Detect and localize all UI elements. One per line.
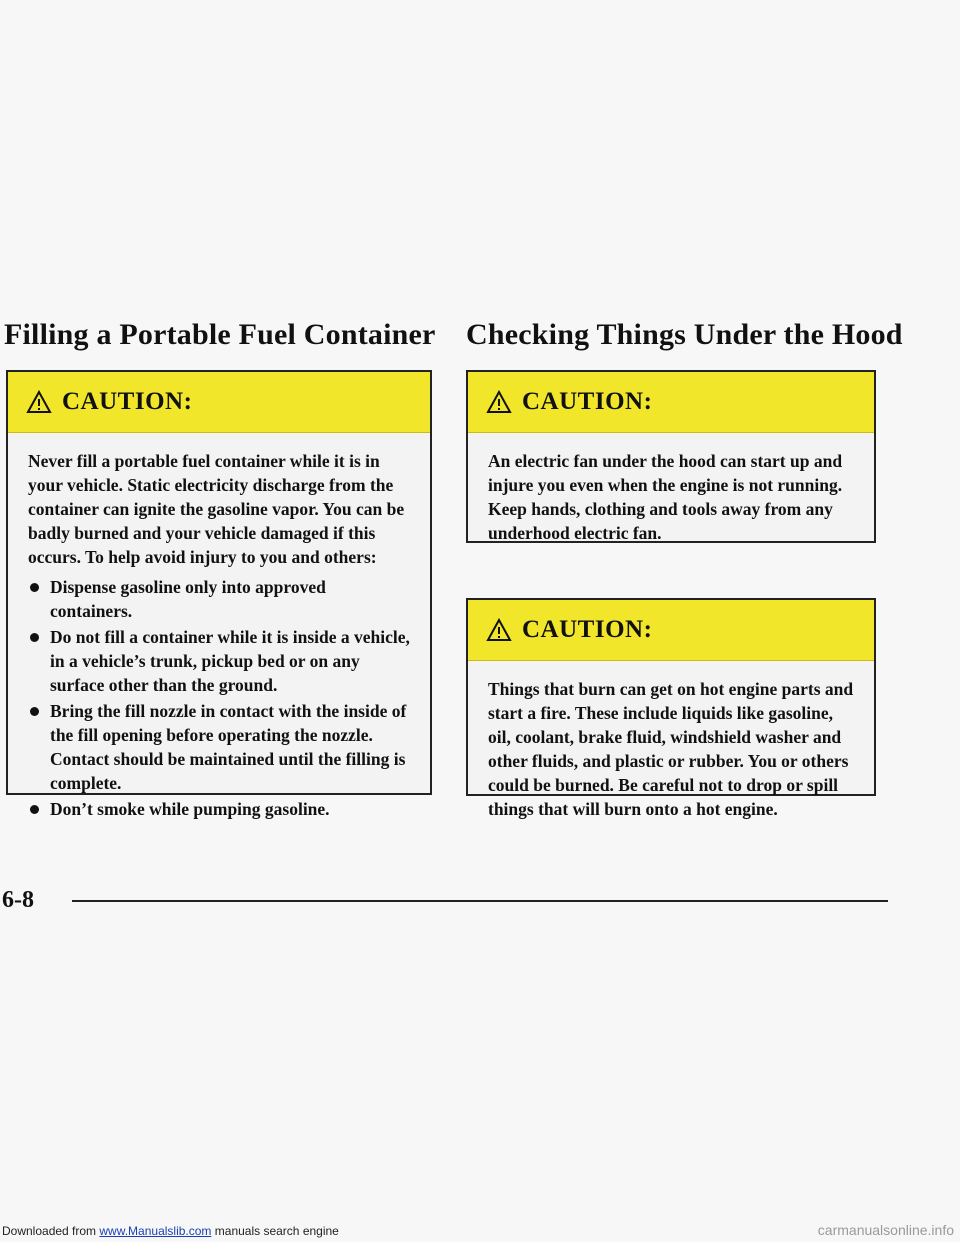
- caution-body: [8, 433, 430, 833]
- bullet-text: Dispense gasoline only into approved containers.: [50, 577, 326, 621]
- bullet-text: Don’t smoke while pumping gasoline.: [50, 799, 330, 819]
- caution-label: CAUTION:: [62, 388, 193, 415]
- bullet-icon: [30, 633, 39, 642]
- right-section-title: Checking Things Under the Hood: [466, 318, 903, 351]
- warning-triangle-icon: [486, 390, 512, 414]
- page-rule-divider: [72, 900, 888, 902]
- caution-header: [8, 372, 430, 433]
- bullet-icon: [30, 707, 39, 716]
- bullet-item: [28, 575, 410, 623]
- caution-label: CAUTION:: [522, 388, 653, 415]
- caution-body: [468, 661, 874, 831]
- caution-intro-text: Never fill a portable fuel container while it is in your vehicle. Static electricity discharge from the container can ignite the gasoline vapor. You can be badly burned and your vehicle damaged if this occurs. To help avoid injury to you and others:: [28, 451, 405, 567]
- bullet-text: Bring the fill nozzle in contact with the inside of the fill opening before operating the nozzle. Contact should be maintained until the filling is complete.: [50, 701, 407, 793]
- electric-fan-caution-box: [466, 370, 876, 543]
- hot-engine-caution-box: [466, 598, 876, 819]
- caution-bullet-list: [28, 575, 410, 821]
- bullet-icon: [30, 583, 39, 592]
- left-section-title: Filling a Portable Fuel Container: [4, 318, 436, 351]
- footer-prefix: Downloaded from: [2, 1224, 100, 1238]
- caution-header: [468, 372, 874, 433]
- warning-triangle-icon: [26, 390, 52, 414]
- manualslib-link[interactable]: www.Manualslib.com: [99, 1224, 212, 1238]
- bullet-item: [28, 797, 410, 821]
- warning-triangle-icon: [486, 618, 512, 642]
- caution-header: [468, 600, 874, 661]
- bullet-text: Do not fill a container while it is inside a vehicle, in a vehicle’s trunk, pickup bed or on any surface other than the ground.: [50, 627, 410, 695]
- caution-body: [468, 433, 874, 555]
- page-number: 6-8: [2, 887, 34, 913]
- bullet-icon: [30, 805, 39, 814]
- footer-suffix: manuals search engine: [211, 1224, 339, 1238]
- watermark-text: carmanualsonline.info: [817, 1222, 954, 1238]
- bullet-item: [28, 699, 410, 795]
- bullet-item: [28, 625, 410, 697]
- fuel-container-caution-box: [6, 370, 432, 819]
- caution-text: An electric fan under the hood can start up and injure you even when the engine is not running. Keep hands, clothing and tools away from any underhood electric fan.: [488, 451, 843, 543]
- caution-label: CAUTION:: [522, 616, 653, 643]
- caution-text: Things that burn can get on hot engine parts and start a fire. These include liquids like gasoline, oil, coolant, brake fluid, windshield washer and other fluids, and plastic or rubber. You or others could be burned. Be careful not to drop or spill things that will burn onto a hot engine.: [488, 679, 854, 819]
- download-footer: [2, 1224, 339, 1238]
